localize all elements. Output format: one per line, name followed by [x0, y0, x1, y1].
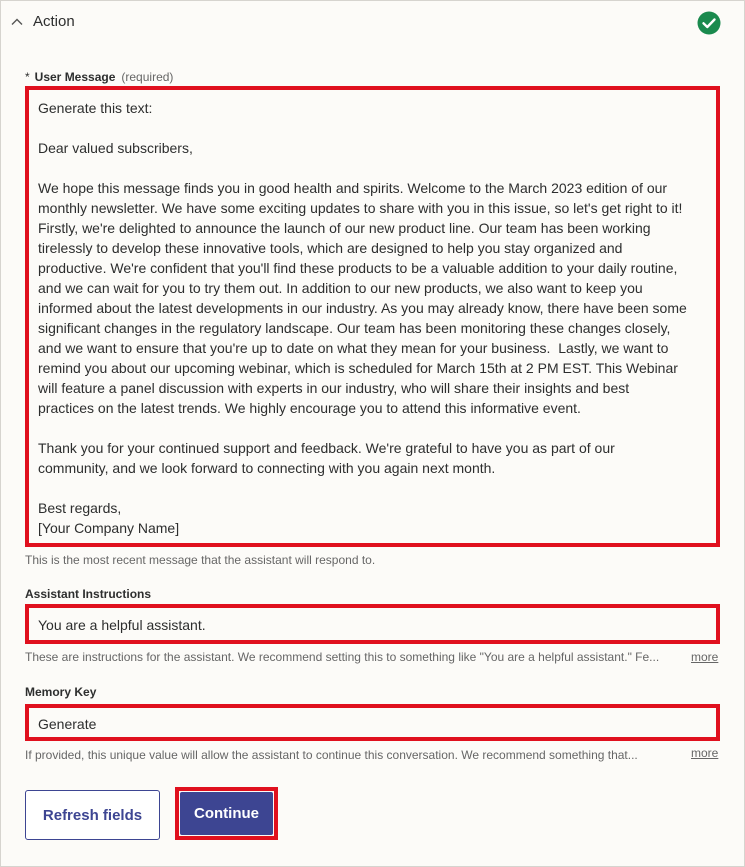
user-message-textarea[interactable] [25, 86, 720, 547]
message-line: Firstly, we're delighted to announce the launch of our new product line. Our team has been working [38, 220, 651, 236]
message-line: We hope this message finds you in good health and spirits. Welcome to the March 2023 edition of our [38, 180, 668, 196]
message-line [38, 478, 707, 498]
message-line [38, 158, 707, 178]
memory-key-label-text: Memory Key [25, 685, 97, 699]
message-line: Best regards, [38, 500, 122, 516]
message-line: practices on the latest trends. We highly encourage you to attend this informative event. [38, 400, 581, 416]
message-line: Thank you for your continued support and feedback. We're grateful to have you as part of our [38, 440, 615, 456]
message-line [38, 118, 707, 138]
section-title: Action [33, 13, 75, 30]
required-text: (required) [121, 70, 174, 84]
check-circle-icon [697, 11, 721, 35]
message-line: and we want to ensure that you're up to date on what they mean for your business. Lastly, we want to [38, 340, 669, 356]
required-mark: * [25, 70, 30, 84]
memory-key-input[interactable]: Generate [25, 704, 720, 741]
message-line: Dear valued subscribers, [38, 140, 193, 156]
message-line: productive. We're confident that you'll find these products to be a valuable addition to your daily routine, [38, 260, 678, 276]
refresh-fields-button[interactable]: Refresh fields [25, 790, 160, 840]
message-line: will feature a panel discussion with experts in our industry, who will share their insights and best [38, 380, 630, 396]
assistant-instructions-help: These are instructions for the assistant. We recommend setting this to something like "You are a helpful assistant." Fe... [25, 650, 660, 664]
assistant-instructions-more-link[interactable]: more [691, 650, 719, 664]
memory-key-more-link[interactable]: more [691, 746, 719, 760]
assistant-instructions-input[interactable]: You are a helpful assistant. [25, 604, 720, 644]
message-line: tirelessly to develop these innovative tools, which are designed to help you stay organized and [38, 240, 623, 256]
message-line: monthly newsletter. We have some exciting updates to share with you in this issue, so let's get right to it! [38, 200, 683, 216]
user-message-label [25, 70, 173, 84]
assistant-instructions-label-text: Assistant Instructions [25, 587, 152, 601]
memory-key-help: If provided, this unique value will allow the assistant to continue this conversation. We recommend something that... [25, 748, 638, 762]
chevron-up-icon[interactable] [10, 15, 24, 29]
message-line: [Your Company Name] [38, 520, 180, 536]
message-line: significant changes in the regulatory landscape. Our team has been monitoring these changes closely, [38, 320, 671, 336]
message-line: Generate this text: [38, 100, 153, 116]
memory-key-label [25, 685, 96, 699]
action-header[interactable] [0, 0, 745, 46]
message-line [38, 418, 707, 438]
message-line: community, and we look forward to connecting with you again next month. [38, 460, 496, 476]
continue-button[interactable]: Continue [180, 792, 273, 835]
user-message-label-text: User Message [34, 70, 116, 84]
message-line: remind you about our upcoming webinar, which is scheduled for March 15th at 2 PM EST. This Webinar [38, 360, 678, 376]
assistant-instructions-label [25, 587, 151, 601]
user-message-help: This is the most recent message that the assistant will respond to. [25, 553, 376, 567]
message-line: informed about the latest developments in our industry. As you may already know, there have been some [38, 300, 687, 316]
message-line: and we can wait for you to try them out. In addition to our new products, we also want to keep you [38, 280, 643, 296]
